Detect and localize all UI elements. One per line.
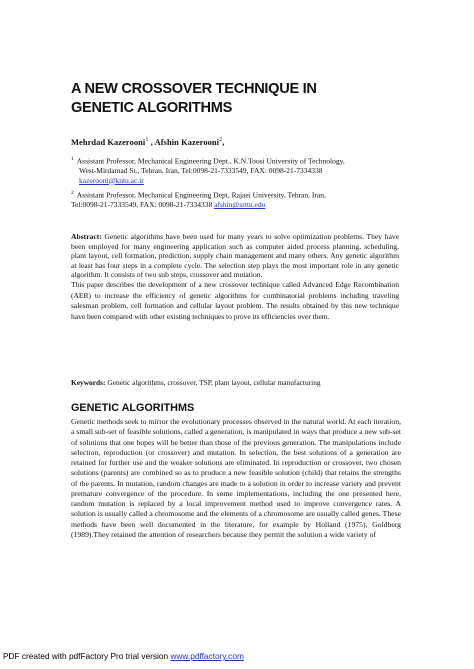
author-line-end: , [222, 137, 225, 147]
affiliation-1-email-link[interactable]: kazerooni@kntu.ac.ir [79, 175, 144, 185]
affiliation-2-number: 2 [71, 190, 74, 196]
affiliation-1-line-2: West-Mirdamad St., Tehran, Iran, Tel:0098-21-7333549, FAX: 0098-21-7334338 [79, 166, 323, 175]
abstract-paragraph-2: This paper describes the development of a new crossover technique called Advanced Edge Recombination (AER) to increase the efficiency of genetic algorithms for combinatorial problems including traveling salesman problem, cell formation and cellular layout problem. The results obtained by this new technique have been compared with other existing techniques to prove its efficiencies over them. [71, 279, 399, 321]
abstract [71, 232, 399, 322]
paper-title [71, 80, 411, 118]
footer-link[interactable]: www.pdffactory.com [170, 651, 244, 661]
affiliation-2-line-1: Assistant Professor, Mechanical Engineering Dept, Rajaei University, Tehran, Iran, [76, 190, 326, 200]
section-heading: GENETIC ALGORITHMS [71, 402, 195, 414]
abstract-label: Abstract: [71, 232, 102, 241]
keywords-list: Genetic algorithms, crossover, TSP, plant layout, cellular manufacturing [107, 378, 321, 387]
author-2: Afshin Kazerooni [154, 137, 220, 147]
affiliation-2-email-link[interactable]: afshin@srttu.edu [214, 200, 266, 209]
author-separator: , [148, 137, 155, 147]
affiliation-2 [71, 189, 326, 210]
footer-text: PDF created with pdfFactory Pro trial version [3, 651, 171, 661]
title-line-2: GENETIC ALGORITHMS [71, 100, 233, 116]
affiliation-1 [71, 155, 345, 185]
title-line-1: A NEW CROSSOVER TECHNIQUE IN [71, 81, 317, 97]
affiliation-2-line-2: Tel:0098-21-7333549, FAX: 0098-21-7334338 [71, 200, 213, 209]
affiliation-1-number: 1 [71, 156, 74, 162]
affiliation-1-line-1: Assistant Professor, Mechanical Engineering Dept., K.N.Toosi University of Technology, [76, 156, 345, 166]
pdf-footer [3, 651, 244, 661]
section-body-paragraph: Genetic methods seek to mirror the evolutionary processes observed in the natural world. At each iteration, a small sub-set of feasible solutions, called a generation, is manipulated in ways that produce a new sub-set of solutions that one hopes will be better than those of the previous generation. The manipulations include selection, reproduction (or crossover) and mutation. In selection, the best solutions of a generation are retained for further use and the weaker solutions are eliminated. In reproduction or crossover, two chosen solutions (parents) are combined so as to produce a new feasible solution (child) that retains the strengths of the parents. In mutation, random changes are made to a solution in order to increase variety and prevent premature convergence of the procedure. In some implementations, including the one presented here, random mutation is replaced by a local improvement method used to improve convergence rates. A solution is usually called a chromosome and the elements of a chromosome are usually called genes. These methods have been well documented in the literature, for example by Holland (1975), Goldberg (1989).They retained the attention of researchers because they permit the solution a wide variety of [71, 417, 401, 539]
author-2-affil-mark: 2 [219, 137, 223, 143]
keywords-label: Keywords: [71, 378, 106, 387]
author-1-affil-mark: 1 [145, 137, 149, 143]
abstract-paragraph-1: Genetic algorithms have been used for many years to solve optimization problems. They have been employed for many engineering application such as computer aided process planning, scheduling, plant layout, cell formation, prediction, supply chain management and many others. Any genetic algorithm at least has four steps in a complete cycle. The selection step plays the most important role in any genetic algorithm. It consists of two sub steps, crossover and mutation. [71, 232, 399, 280]
keywords [71, 378, 399, 387]
author-line [71, 137, 224, 147]
author-1: Mehrdad Kazerooni [71, 137, 146, 147]
